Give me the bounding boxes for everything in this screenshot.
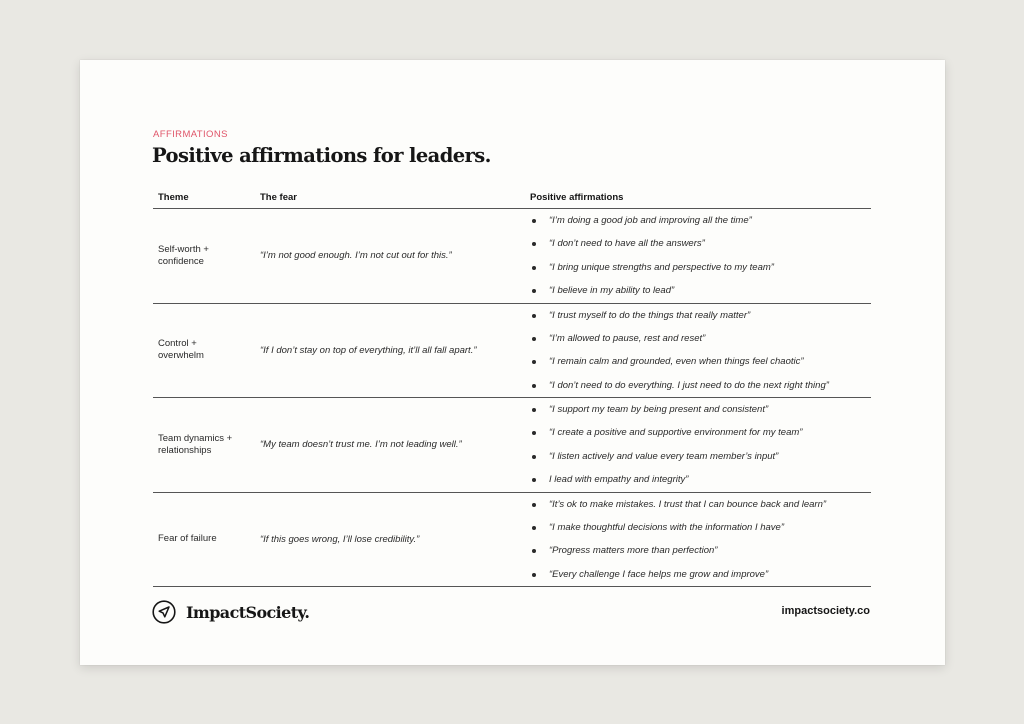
column-header-fear: The fear <box>260 192 297 203</box>
theme-line: Control + <box>158 338 197 350</box>
fear-cell: “If this goes wrong, I’ll lose credibility.” <box>260 533 420 545</box>
fear-cell: “If I don’t stay on top of everything, it’ll all fall apart.” <box>260 344 477 356</box>
affirmations-table <box>153 186 871 587</box>
affirmation-item: “I support my team by being present and consistent” <box>530 398 870 421</box>
affirmation-item: “I’m doing a good job and improving all the time” <box>530 209 870 232</box>
column-header-theme: Theme <box>158 192 189 203</box>
affirmations-list <box>530 209 870 303</box>
fear-cell: “My team doesn’t trust me. I’m not leading well.” <box>260 439 462 451</box>
affirmation-item: “I listen actively and value every team member’s input” <box>530 445 870 468</box>
theme-line: Team dynamics + <box>158 432 233 444</box>
table-header <box>153 186 871 209</box>
affirmations-list <box>530 304 870 398</box>
theme-line: overwhelm <box>158 350 204 362</box>
table-row <box>153 209 871 304</box>
theme-cell <box>158 493 253 587</box>
affirmation-item: “I don’t need to do everything. I just need to do the next right thing” <box>530 374 870 397</box>
affirmation-item: “I believe in my ability to lead” <box>530 279 870 302</box>
document-page <box>80 60 945 665</box>
table-row <box>153 493 871 588</box>
brand-logo <box>152 600 309 624</box>
affirmation-item: “I don’t need to have all the answers” <box>530 232 870 255</box>
table-row <box>153 304 871 399</box>
eyebrow-label: AFFIRMATIONS <box>153 129 228 140</box>
affirmation-item: “I bring unique strengths and perspective to my team” <box>530 256 870 279</box>
affirmations-list <box>530 493 870 587</box>
fear-cell: “I’m not good enough. I’m not cut out for this.” <box>260 250 452 262</box>
affirmation-item: “I create a positive and supportive environment for my team” <box>530 421 870 444</box>
affirmation-item: “I remain calm and grounded, even when things feel chaotic” <box>530 350 870 373</box>
compass-arrow-icon <box>152 600 176 624</box>
theme-cell <box>158 398 253 492</box>
affirmation-item: “It’s ok to make mistakes. I trust that I can bounce back and learn” <box>530 493 870 516</box>
theme-cell <box>158 209 253 303</box>
theme-cell <box>158 304 253 398</box>
affirmation-item: “I make thoughtful decisions with the information I have” <box>530 516 870 539</box>
affirmation-item: “I’m allowed to pause, rest and reset” <box>530 327 870 350</box>
affirmation-item: I lead with empathy and integrity” <box>530 468 870 491</box>
theme-line: Self-worth + <box>158 243 209 255</box>
website-url: impactsociety.co <box>781 605 870 617</box>
affirmation-item: “I trust myself to do the things that really matter” <box>530 304 870 327</box>
brand-name: ImpactSociety. <box>186 602 310 622</box>
table-row <box>153 398 871 493</box>
theme-line: Fear of failure <box>158 533 217 545</box>
column-header-affirmations: Positive affirmations <box>530 192 624 203</box>
affirmation-item: “Every challenge I face helps me grow and improve” <box>530 563 870 586</box>
page-title: Positive affirmations for leaders. <box>152 144 491 167</box>
affirmation-item: “Progress matters more than perfection” <box>530 539 870 562</box>
affirmations-list <box>530 398 870 492</box>
theme-line: confidence <box>158 255 204 267</box>
theme-line: relationships <box>158 444 212 456</box>
